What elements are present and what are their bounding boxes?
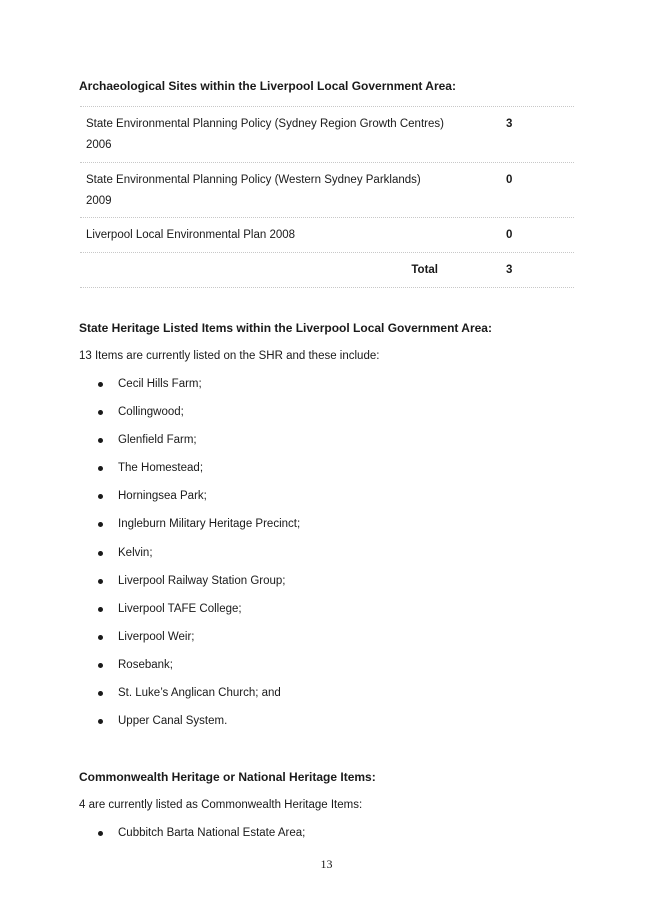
table-row — [80, 163, 574, 218]
bullet-icon — [98, 466, 103, 471]
row-label: State Environmental Planning Policy (Western Sydney Parklands) 2009 — [86, 174, 421, 207]
bullet-icon — [98, 607, 103, 612]
bullet-icon — [98, 438, 103, 443]
row-count: 0 — [506, 174, 513, 186]
archaeological-sites-heading: Archaeological Sites within the Liverpool Local Government Area: — [79, 79, 456, 93]
bullet-icon — [98, 579, 103, 584]
table-total-row — [80, 253, 574, 288]
bullet-icon — [98, 522, 103, 527]
bullet-icon — [98, 719, 103, 724]
table-row — [80, 107, 574, 163]
state-heritage-intro: 13 Items are currently listed on the SHR and these include: — [79, 350, 380, 362]
state-heritage-heading: State Heritage Listed Items within the Liverpool Local Government Area: — [79, 321, 492, 335]
bullet-icon — [98, 663, 103, 668]
row-label: State Environmental Planning Policy (Sydney Region Growth Centres) 2006 — [86, 118, 444, 151]
row-count: 3 — [506, 118, 513, 130]
page-number: 13 — [320, 857, 333, 871]
total-count: 3 — [506, 264, 513, 276]
bullet-icon — [98, 691, 103, 696]
commonwealth-heritage-heading: Commonwealth Heritage or National Heritage Items: — [79, 770, 376, 784]
bullet-icon — [98, 410, 103, 415]
total-label: Total — [411, 264, 438, 276]
row-count: 0 — [506, 229, 513, 241]
bullet-icon — [98, 635, 103, 640]
row-label: Liverpool Local Environmental Plan 2008 — [86, 229, 296, 241]
bullet-icon — [98, 831, 103, 836]
table-row — [80, 218, 574, 253]
archaeological-sites-table — [80, 106, 574, 288]
document-page: Archaeological Sites within the Liverpool Local Government Area: State Environmental Planning Policy (Sydney Region Growth Centres) 2006 3 State Environmental Planning Policy (Western Sydney Parklands) 2009 0 Liverpool Local Environmental Plan 2008 0 Total 3 State Heritage Listed Items within the Liverpool Local Government Area: 13 Items are currently listed on the SHR and these include: Cecil Hills Farm; Collingwood; Glenfield Farm; The Homestead; Horningsea Park; Ingleburn Military Heritage Precinct; Kelvin; Liverpool Railway Station Group; Liverpool TAFE College; Liverpool Weir; Rosebank; St. Luke’s Anglican Church; and Upper Canal System. Commonwealth Heritage or National Heritage Items: 4 are currently listed as Commonwealth Heritage Items: Cubbitch Barta National Estate Area; 13 — [0, 0, 653, 924]
bullet-icon — [98, 382, 103, 387]
bullet-icon — [98, 494, 103, 499]
bullet-icon — [98, 551, 103, 556]
commonwealth-heritage-intro: 4 are currently listed as Commonwealth Heritage Items: — [79, 799, 363, 811]
